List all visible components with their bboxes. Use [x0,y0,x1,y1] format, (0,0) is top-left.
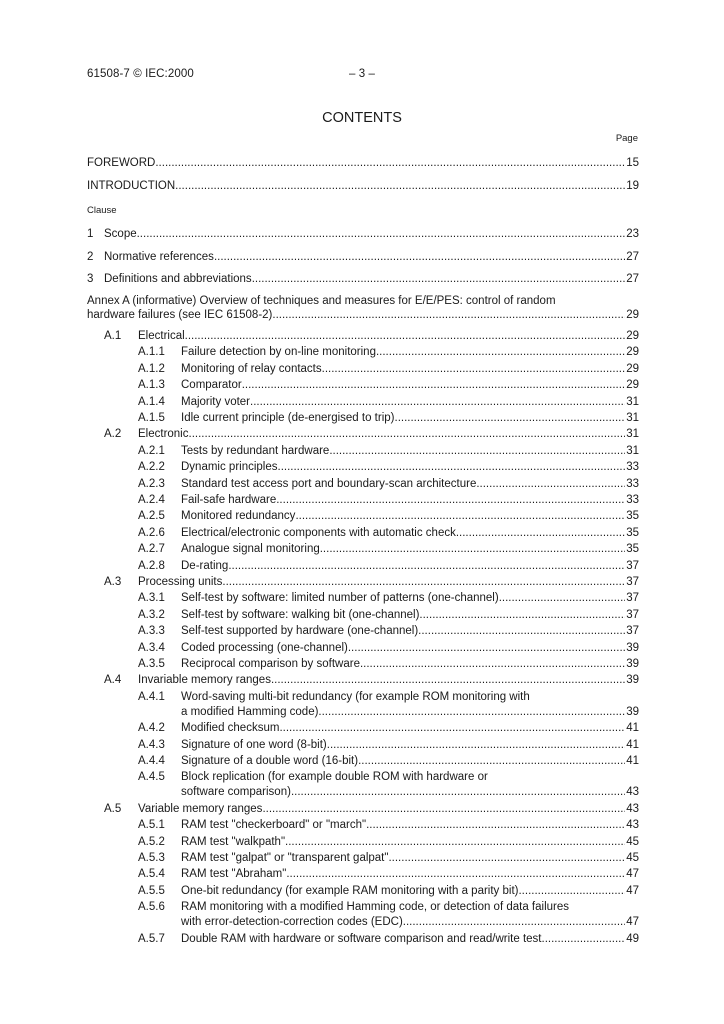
entry-page: 43 [626,803,639,815]
entry-title: Electrical [138,330,185,342]
entry-title-with-leader [181,834,639,850]
dot-leader [366,817,625,833]
entry-page: 35 [626,527,639,539]
entry-number: A.2.2 [138,461,165,473]
entry-title-with-leader [181,508,639,524]
entry-page: 33 [626,461,639,473]
dot-leader [285,834,625,850]
entry-number: A.4 [104,674,122,686]
entry-page: 37 [626,560,639,572]
entry-number: A.5.3 [138,852,165,864]
entry-title-with-leader [181,590,639,606]
entry-title-with-leader [181,817,639,833]
entry-title-with-leader [181,607,639,623]
dot-leader [395,410,626,426]
toc-entry-front[interactable] [0,178,724,194]
dot-leader [476,476,625,492]
entry-title-with-leader [181,443,639,459]
entry-page: 35 [626,543,639,555]
entry-title-with-leader [181,558,639,574]
dot-leader [189,426,626,442]
page-title: CONTENTS [322,110,402,126]
dot-leader [360,656,625,672]
dot-leader [291,784,625,800]
entry-title: software comparison) [181,786,291,798]
entry-page: 15 [626,157,639,169]
dot-leader [271,672,625,688]
entry-number: A.2.5 [138,510,165,522]
toc-entry-subsection[interactable] [0,640,724,656]
toc-entry-subsection[interactable] [0,459,724,475]
toc-entry-front[interactable] [0,155,724,171]
dot-leader [388,850,625,866]
toc-entry-subsection[interactable] [0,410,724,426]
entry-page: 41 [626,722,639,734]
entry-title-with-leader [181,866,639,882]
entry-page: 41 [626,739,639,751]
entry-title: Electrical/electronic components with automatic check [181,527,456,539]
entry-title-line: Word-saving multi-bit redundancy (for example ROM monitoring with [181,691,530,703]
entry-page: 27 [626,273,639,285]
toc-entry-subsection[interactable] [0,394,724,410]
entry-title: Standard test access port and boundary-scan architecture [181,478,477,490]
entry-title: Signature of one word (8-bit) [181,739,327,751]
clause-column-label: Clause [87,205,117,216]
dot-leader [262,801,625,817]
entry-title: Processing units [138,576,223,588]
entry-title: RAM test "walkpath" [181,836,286,848]
dot-leader [252,271,626,287]
entry-title: Monitoring of relay contacts [181,363,322,375]
entry-page: 31 [626,445,639,457]
dot-leader [175,178,625,194]
entry-title: with error-detection-correction codes (EDC) [181,916,403,928]
toc-entry-subsection[interactable] [0,720,724,736]
entry-page: 47 [626,868,639,880]
toc-entry-subsection[interactable] [0,704,724,720]
toc-entry-subsection-line[interactable] [0,689,724,705]
entry-title-line: RAM monitoring with a modified Hamming code, or detection of data failures [181,901,569,913]
entry-page: 31 [626,396,639,408]
dot-leader [276,492,625,508]
entry-title-with-leader [181,640,639,656]
toc-entry-subsection[interactable] [0,753,724,769]
dot-leader [418,623,625,639]
entry-page: 45 [626,852,639,864]
dot-leader [155,155,625,171]
entry-page: 31 [626,428,639,440]
entry-page: 29 [626,346,639,358]
dot-leader [327,737,625,753]
entry-title: Fail-safe hardware [181,494,277,506]
toc-entry-subsection[interactable] [0,590,724,606]
dot-leader [242,377,625,393]
entry-title: Normative references [104,251,214,263]
dot-leader [295,508,625,524]
entry-title-with-leader [181,704,639,720]
dot-leader [250,394,625,410]
entry-page: 29 [626,309,639,321]
toc-entry-clause[interactable] [0,271,724,287]
entry-page: 37 [626,576,639,588]
entry-number: A.1.5 [138,412,165,424]
entry-page: 41 [626,755,639,767]
entry-number: 1 [87,228,94,240]
entry-number: A.2.1 [138,445,165,457]
entry-page: 33 [626,494,639,506]
entry-title: Comparator [181,379,242,391]
entry-number: A.4.1 [138,691,165,703]
entry-number: A.4.4 [138,755,165,767]
entry-number: A.3.2 [138,609,165,621]
toc-entry-subsection[interactable] [0,541,724,557]
document-reference: 61508-7 © IEC:2000 [87,68,194,80]
entry-title: Modified checksum [181,722,280,734]
toc-entry-section[interactable] [0,328,724,344]
entry-title-with-leader [181,525,639,541]
entry-number: A.5.6 [138,901,165,913]
entry-page: 35 [626,510,639,522]
entry-title-with-leader [181,656,639,672]
toc-entry-subsection[interactable] [0,558,724,574]
entry-title: Definitions and abbreviations [104,273,252,285]
toc-entry-subsection[interactable] [0,834,724,850]
entry-title-with-leader [181,541,639,557]
entry-page: 47 [626,885,639,897]
entry-title: Dynamic principles [181,461,278,473]
entry-title-with-leader [104,226,639,242]
entry-page: 39 [626,658,639,670]
entry-page: 39 [626,674,639,686]
toc-entry-section[interactable] [0,426,724,442]
entry-number: A.5.5 [138,885,165,897]
entry-number: A.2.4 [138,494,165,506]
entry-title-with-leader [181,931,639,947]
dot-leader [185,328,626,344]
dot-leader [419,607,625,623]
entry-title-with-leader [138,801,639,817]
page-column-label: Page [615,133,638,144]
entry-title: Reciprocal comparison by software [181,658,360,670]
entry-number: 2 [87,251,94,263]
toc-entry-section[interactable] [0,672,724,688]
entry-title-with-leader [181,394,639,410]
entry-title-with-leader [181,361,639,377]
entry-title-with-leader [181,737,639,753]
entry-number: A.3.5 [138,658,165,670]
entry-title: a modified Hamming code) [181,706,319,718]
entry-page: 37 [626,609,639,621]
entry-title-with-leader [138,574,639,590]
entry-title-with-leader [181,784,639,800]
entry-title: Self-test by software: walking bit (one-channel) [181,609,420,621]
dot-leader [456,525,625,541]
dot-leader [518,883,625,899]
entry-title-with-leader [181,377,639,393]
entry-number: A.2 [104,428,122,440]
entry-page: 23 [626,228,639,240]
toc-entry-subsection[interactable] [0,850,724,866]
dot-leader [272,307,625,323]
entry-page: 47 [626,916,639,928]
dot-leader [279,720,625,736]
entry-title-with-leader [181,476,639,492]
toc-entry-subsection[interactable] [0,443,724,459]
entry-title: Self-test supported by hardware (one-channel) [181,625,419,637]
toc-entry-subsection[interactable] [0,883,724,899]
entry-number: A.5.7 [138,933,165,945]
entry-page: 33 [626,478,639,490]
entry-page: 29 [626,379,639,391]
entry-title: INTRODUCTION [87,180,176,192]
entry-title: Invariable memory ranges [138,674,271,686]
entry-page: 19 [626,180,639,192]
dot-leader [348,640,625,656]
entry-number: A.3.4 [138,642,165,654]
entry-title: hardware failures (see IEC 61508-2) [87,309,273,321]
entry-page: 37 [626,592,639,604]
toc-entry-subsection[interactable] [0,525,724,541]
toc-entry-subsection[interactable] [0,784,724,800]
entry-title-with-leader [181,344,639,360]
entry-title-with-leader [181,459,639,475]
toc-entry-annex[interactable] [0,307,724,323]
entry-page: 43 [626,786,639,798]
entry-title-with-leader [181,914,639,930]
entry-number: A.5.2 [138,836,165,848]
entry-title: Electronic [138,428,189,440]
entry-page: 45 [626,836,639,848]
entry-title-with-leader [104,249,639,265]
entry-title-line: Annex A (informative) Overview of techniques and measures for E/E/PES: control of random [87,295,556,307]
entry-title-with-leader [138,426,639,442]
dot-leader [318,704,625,720]
entry-number: A.5.1 [138,819,165,831]
entry-number: A.4.2 [138,722,165,734]
entry-title-with-leader [181,720,639,736]
entry-number: A.4.3 [138,739,165,751]
entry-title: Tests by redundant hardware [181,445,330,457]
entry-title-with-leader [87,178,639,194]
dot-leader [376,344,625,360]
entry-title: Majority voter [181,396,251,408]
entry-number: A.1.3 [138,379,165,391]
toc-entry-subsection[interactable] [0,914,724,930]
entry-number: A.2.6 [138,527,165,539]
entry-number: A.1.4 [138,396,165,408]
toc-entry-subsection[interactable] [0,344,724,360]
toc-entry-subsection-line[interactable] [0,899,724,915]
dot-leader [499,590,626,606]
toc-entry-subsection[interactable] [0,361,724,377]
page-number: – 3 – [348,68,376,80]
dot-leader [214,249,625,265]
entry-title-with-leader [138,328,639,344]
entry-title: Self-test by software: limited number of patterns (one-channel) [181,592,499,604]
dot-leader [278,459,626,475]
dot-leader [286,866,625,882]
entry-number: A.4.5 [138,771,165,783]
entry-page: 39 [626,642,639,654]
toc-entry-subsection[interactable] [0,508,724,524]
entry-title-with-leader [87,155,639,171]
entry-number: A.5 [104,803,122,815]
entry-page: 43 [626,819,639,831]
dot-leader [320,541,625,557]
entry-number: A.2.3 [138,478,165,490]
entry-title: Failure detection by on-line monitoring [181,346,376,358]
entry-title: Analogue signal monitoring [181,543,320,555]
dot-leader [228,558,625,574]
entry-page: 49 [626,933,639,945]
entry-title: RAM test "galpat" or "transparent galpat" [181,852,389,864]
toc-entry-subsection[interactable] [0,866,724,882]
entry-title: RAM test "Abraham" [181,868,287,880]
dot-leader [322,361,626,377]
toc-entry-clause[interactable] [0,249,724,265]
entry-title: Signature of a double word (16-bit) [181,755,359,767]
entry-title: One-bit redundancy (for example RAM monitoring with a parity bit) [181,885,519,897]
entry-page: 37 [626,625,639,637]
toc-entry-subsection[interactable] [0,377,724,393]
entry-number: A.1 [104,330,122,342]
entry-number: A.1.1 [138,346,165,358]
toc-entry-subsection[interactable] [0,476,724,492]
entry-number: A.1.2 [138,363,165,375]
toc-entry-subsection[interactable] [0,623,724,639]
dot-leader [358,753,625,769]
toc-entry-subsection[interactable] [0,656,724,672]
entry-page: 27 [626,251,639,263]
entry-page: 31 [626,412,639,424]
entry-title-with-leader [87,307,639,323]
dot-leader [542,931,626,947]
entry-number: A.2.8 [138,560,165,572]
entry-title: Idle current principle (de-energised to trip) [181,412,395,424]
entry-title: Monitored redundancy [181,510,296,522]
entry-title-with-leader [181,492,639,508]
entry-number: A.3.1 [138,592,165,604]
entry-number: A.3 [104,576,122,588]
dot-leader [137,226,626,242]
toc-entry-subsection[interactable] [0,737,724,753]
entry-title-with-leader [104,271,639,287]
entry-title-with-leader [181,410,639,426]
entry-title: Variable memory ranges [138,803,263,815]
dot-leader [403,914,625,930]
entry-page: 29 [626,330,639,342]
entry-number: A.3.3 [138,625,165,637]
toc-entry-section[interactable] [0,801,724,817]
entry-title: De-rating [181,560,229,572]
entry-title-with-leader [181,850,639,866]
entry-title: Double RAM with hardware or software comparison and read/write test [181,933,542,945]
entry-page: 39 [626,706,639,718]
entry-title-with-leader [138,672,639,688]
entry-title-with-leader [181,883,639,899]
entry-title: Coded processing (one-channel) [181,642,348,654]
entry-number: A.2.7 [138,543,165,555]
entry-title: RAM test "checkerboard" or "march" [181,819,367,831]
entry-title: FOREWORD [87,157,156,169]
entry-number: A.5.4 [138,868,165,880]
dot-leader [329,443,625,459]
toc-entry-subsection-line[interactable] [0,769,724,785]
toc-entry-subsection[interactable] [0,931,724,947]
entry-title: Scope [104,228,137,240]
toc-entry-section[interactable] [0,574,724,590]
entry-title-with-leader [181,753,639,769]
entry-title-line: Block replication (for example double ROM with hardware or [181,771,488,783]
toc-entry-clause[interactable] [0,226,724,242]
entry-number: 3 [87,273,94,285]
dot-leader [222,574,625,590]
entry-title-with-leader [181,623,639,639]
entry-page: 29 [626,363,639,375]
toc-entry-subsection[interactable] [0,817,724,833]
toc-entry-subsection[interactable] [0,607,724,623]
toc-entry-subsection[interactable] [0,492,724,508]
